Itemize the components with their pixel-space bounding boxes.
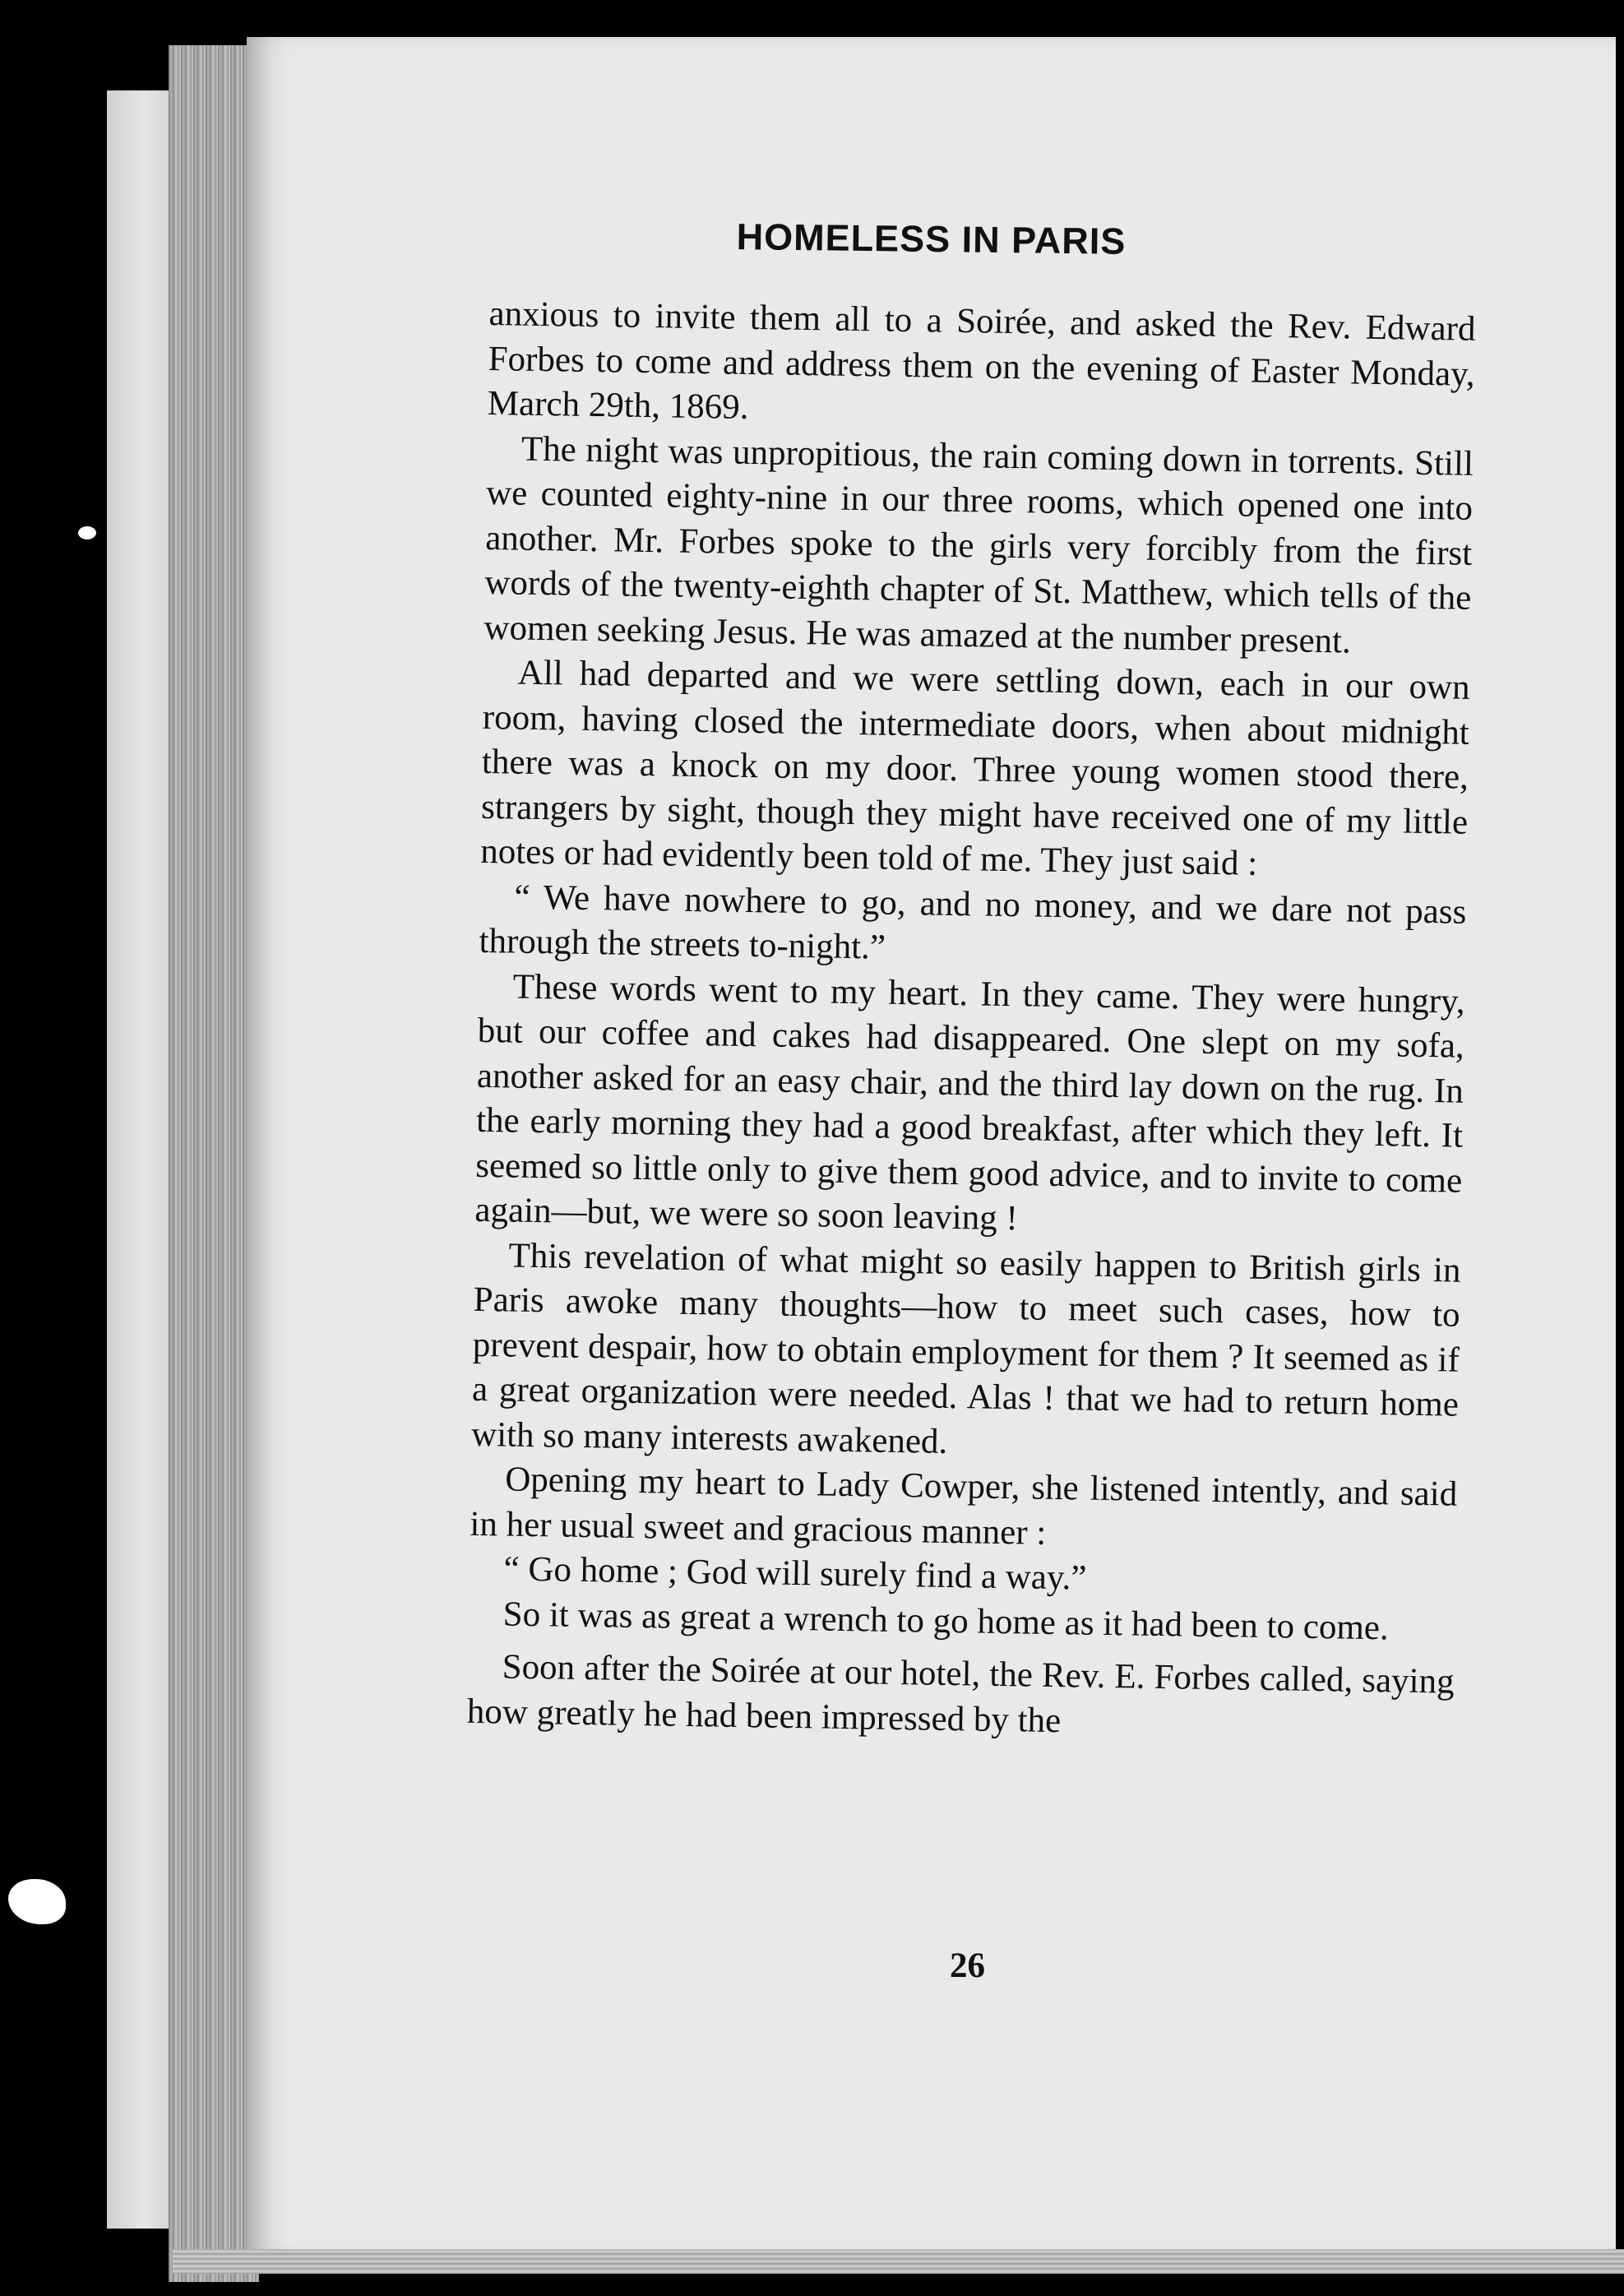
paragraph: “ We have nowhere to go, and no money, and we dare not pass through the streets to-night.” — [479, 877, 1467, 967]
paragraph: “ Go home ; God will surely find a way.” — [503, 1549, 1087, 1598]
paragraph: Opening my heart to Lady Cowper, she listened intently, and said in her usual sweet and gracious manner : — [470, 1460, 1458, 1553]
paragraph: This revelation of what might so easily happen to British girls in Paris awoke many thoughts—how to meet such cases, how to prevent despair, how to obtain employment for them ? It seemed as if a great organization were needed. Alas ! that we had to return home with so many interests awakened. — [470, 1236, 1461, 1461]
paragraph: These words went to my heart. In they came. They were hungry, but our coffee and cakes had disappeared. One slept on my sofa, another asked for an easy chair, and the third lay down on the rug. In the early morning they had a good breakfast, after which they left. It seemed so little only to give them good advice, and to invite to come again—but, we were so soon leaving ! — [474, 967, 1465, 1238]
body-text — [466, 292, 1475, 1750]
page-number: 26 — [950, 1947, 985, 1985]
book-binding-edge — [169, 45, 259, 2282]
paragraph: anxious to invite them all to a Soirée, and asked the Rev. Edward Forbes to come and address them on the evening of Easter Monday, March 29th, 1869. — [487, 294, 1476, 427]
scan-blot-small — [78, 526, 96, 539]
scan-blot-large — [8, 1879, 66, 1924]
running-head: HOMELESS IN PARIS — [736, 215, 1127, 262]
page-bottom-edge — [173, 2249, 1624, 2274]
paragraph: So it was as great a wrench to go home as it had been to come. — [502, 1594, 1390, 1647]
paragraph: The night was unpropitious, the rain coming down in torrents. Still we counted eighty-nine in our three rooms, which opened one into another. Mr. Forbes spoke to the girls very forcibly from the first words of the twenty-eighth chapter of St. Matthew, which tells of the women seeking Jesus. He was amazed at the number present. — [483, 429, 1474, 661]
paragraph: Soon after the Soirée at our hotel, the Rev. E. Forbes called, saying how greatly he had been impressed by the — [466, 1647, 1455, 1740]
left-margin-strip — [107, 90, 169, 2229]
paragraph: All had departed and we were settling down, each in our own room, having closed the intermediate doors, when about midnight there was a knock on my door. Three young women stood there, strangers by sight, though they might have received one of my little notes or had evidently been told of me. They just said : — [479, 653, 1470, 883]
